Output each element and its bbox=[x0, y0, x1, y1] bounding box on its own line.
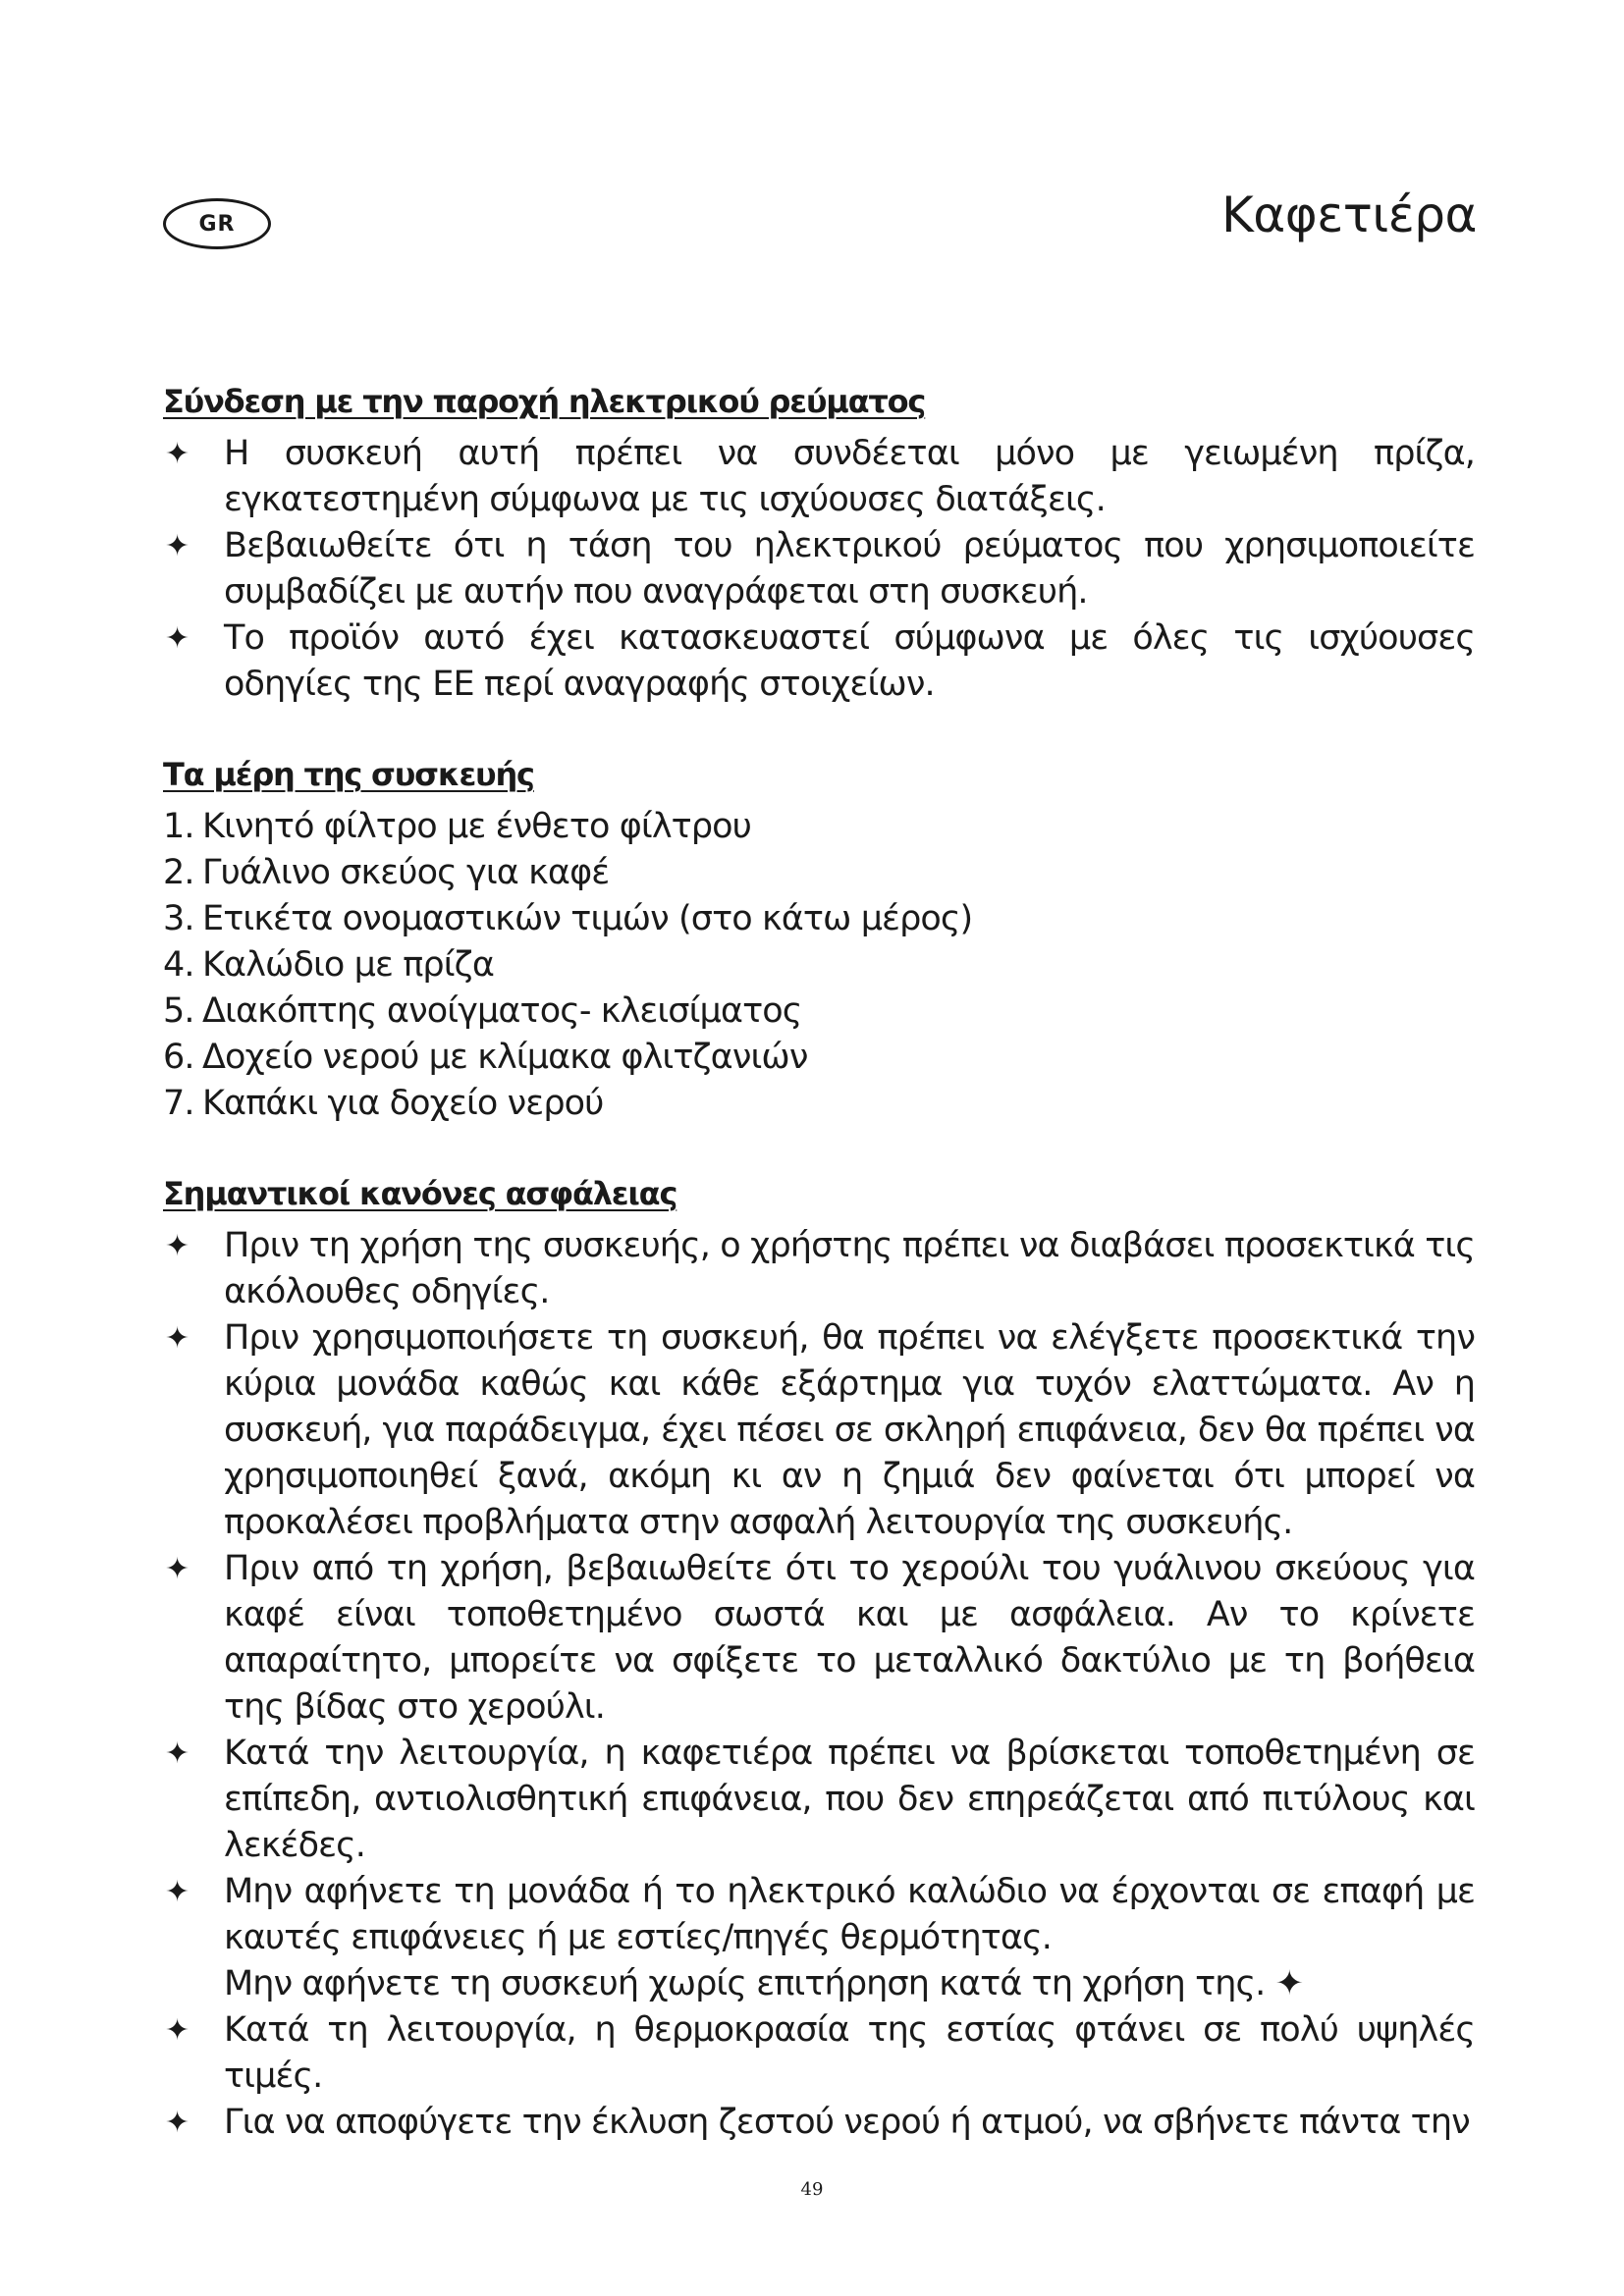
item-text: Πριν από τη χρήση, βεβαιωθείτε ότι το χερούλι του γυάλινου σκεύους για καφέ είναι τοποθετημένο σωστά και με ασφάλεια. Αν το κρίνετε απαραίτητο, μπορείτε να σφίξετε το μεταλλικό δακτύλιο με τη βοήθεια της βίδας στο χερούλι. bbox=[224, 1549, 1475, 1727]
list-item bbox=[163, 988, 1475, 1035]
item-text: Γυάλινο σκεύος για καφέ bbox=[202, 853, 610, 892]
section-heading: Σημαντικοί κανόνες ασφάλειας bbox=[163, 1175, 677, 1212]
item-text: Η συσκευή αυτή πρέπει να συνδέεται μόνο με γειωμένη πρίζα, εγκατεστημένη σύμφωνα με τις ισχύουσες διατάξεις. bbox=[224, 434, 1475, 519]
list-item bbox=[163, 942, 1475, 988]
list-item bbox=[163, 523, 1475, 615]
item-extra-line: Μην αφήνετε τη συσκευή χωρίς επιτήρηση κατά τη χρήση της. ✦ bbox=[224, 1964, 1304, 2003]
list-item bbox=[163, 1869, 1475, 2007]
section-power-connection bbox=[163, 378, 1475, 708]
section-heading: Σύνδεση με την παροχή ηλεκτρικού ρεύματος bbox=[163, 383, 926, 420]
list-item bbox=[163, 1731, 1475, 1869]
star-bullet-icon: ✦ bbox=[165, 1321, 189, 1356]
list-item bbox=[163, 896, 1475, 942]
item-text: Δοχείο νερού με κλίμακα φλιτζανιών bbox=[202, 1038, 808, 1077]
bullet-list bbox=[163, 1223, 1475, 2146]
star-bullet-icon: ✦ bbox=[165, 437, 189, 471]
list-item bbox=[163, 804, 1475, 850]
list-item bbox=[163, 2007, 1475, 2100]
list-item bbox=[163, 615, 1475, 708]
parts-list bbox=[163, 804, 1475, 1127]
item-number: 7. bbox=[163, 1084, 194, 1123]
item-text: Διακόπτης ανοίγματος- κλεισίματος bbox=[202, 991, 802, 1031]
item-text: Για να αποφύγετε την έκλυση ζεστού νερού ή ατμού, να σβήνετε πάντα την bbox=[224, 2103, 1470, 2142]
section-appliance-parts bbox=[163, 751, 1475, 1127]
item-number: 3. bbox=[163, 899, 194, 938]
star-bullet-icon: ✦ bbox=[165, 2013, 189, 2048]
star-bullet-icon: ✦ bbox=[165, 1736, 189, 1771]
item-text: Πριν χρησιμοποιήσετε τη συσκευή, θα πρέπει να ελέγξετε προσεκτικά την κύρια μονάδα καθώς και κάθε εξάρτημα για τυχόν ελαττώματα. Αν η συσκευή, για παράδειγμα, έχει πέσει σε σκληρή επιφάνεια, δεν θα πρέπει να χρησιμοποιηθεί ξανά, ακόμη κι αν η ζημιά δεν φαίνεται ότι μπορεί να προκαλέσει προβλήματα στην ασφαλή λειτουργία της συσκευής. bbox=[224, 1318, 1475, 1542]
item-text: Βεβαιωθείτε ότι η τάση του ηλεκτρικού ρεύματος που χρησιμοποιείτε συμβαδίζει με αυτήν που αναγράφεται στη συσκευή. bbox=[224, 526, 1475, 612]
item-number: 4. bbox=[163, 945, 194, 985]
document-body bbox=[163, 378, 1475, 2189]
list-item bbox=[163, 431, 1475, 523]
item-text: Κινητό φίλτρο με ένθετο φίλτρου bbox=[202, 807, 752, 846]
item-number: 5. bbox=[163, 991, 194, 1031]
item-number: 2. bbox=[163, 853, 194, 892]
language-badge: GR bbox=[163, 198, 271, 249]
star-bullet-icon: ✦ bbox=[165, 1875, 189, 1909]
item-text: Καπάκι για δοχείο νερού bbox=[202, 1084, 604, 1123]
list-item bbox=[163, 850, 1475, 896]
list-item bbox=[163, 2100, 1475, 2146]
star-bullet-icon: ✦ bbox=[165, 1552, 189, 1586]
bullet-list bbox=[163, 431, 1475, 708]
list-item bbox=[163, 1315, 1475, 1546]
item-text: Κατά τη λειτουργία, η θερμοκρασία της εστίας φτάνει σε πολύ υψηλές τιμές. bbox=[224, 2010, 1475, 2096]
section-safety-rules bbox=[163, 1170, 1475, 2146]
item-number: 6. bbox=[163, 1038, 194, 1077]
item-text: Ετικέτα ονομαστικών τιμών (στο κάτω μέρος) bbox=[202, 899, 973, 938]
item-text: Κατά την λειτουργία, η καφετιέρα πρέπει να βρίσκεται τοποθετημένη σε επίπεδη, αντιολισθητική επιφάνεια, που δεν επηρεάζεται από πιτύλους και λεκέδες. bbox=[224, 1734, 1475, 1865]
item-text: Μην αφήνετε τη μονάδα ή το ηλεκτρικό καλώδιο να έρχονται σε επαφή με καυτές επιφάνειες ή με εστίες/πηγές θερμότητας. bbox=[224, 1872, 1475, 1957]
star-bullet-icon: ✦ bbox=[165, 2106, 189, 2140]
list-item bbox=[163, 1223, 1475, 1315]
item-number: 1. bbox=[163, 807, 194, 846]
item-text: Πριν τη χρήση της συσκευής, ο χρήστης πρέπει να διαβάσει προσεκτικά τις ακόλουθες οδηγίες. bbox=[224, 1226, 1475, 1311]
list-item bbox=[163, 1035, 1475, 1081]
section-heading: Τα μέρη της συσκευής bbox=[163, 756, 534, 793]
star-bullet-icon: ✦ bbox=[165, 621, 189, 656]
list-item bbox=[163, 1546, 1475, 1731]
star-bullet-icon: ✦ bbox=[165, 529, 189, 563]
star-bullet-icon: ✦ bbox=[165, 1229, 189, 1263]
page-title: Καφετιέρα bbox=[1220, 187, 1477, 243]
list-item bbox=[163, 1081, 1475, 1127]
page-number: 49 bbox=[800, 2179, 824, 2200]
item-text: Το προϊόν αυτό έχει κατασκευαστεί σύμφωνα με όλες τις ισχύουσες οδηγίες της ΕΕ περί αναγραφής στοιχείων. bbox=[224, 618, 1475, 704]
item-text: Καλώδιο με πρίζα bbox=[202, 945, 494, 985]
